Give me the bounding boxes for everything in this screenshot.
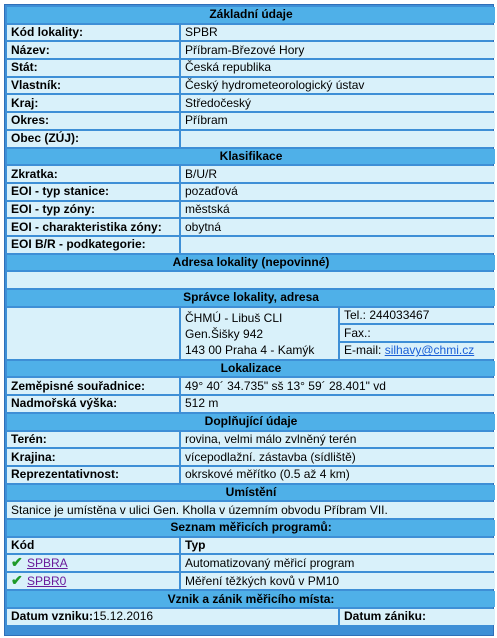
row-landscape [7, 449, 495, 465]
value-municipality [181, 131, 495, 147]
label-created: Datum vzniku: [11, 609, 94, 624]
station-detail-panel [4, 4, 494, 636]
admin-email-label: E-mail: [344, 343, 382, 358]
value-zone-type: městská [181, 202, 495, 218]
value-name: Příbram-Březové Hory [181, 42, 495, 58]
row-station-type [7, 184, 495, 200]
program-code-cell [7, 555, 179, 571]
label-municipality: Obec (ZÚJ): [7, 131, 179, 147]
admin-fax: Fax.: [340, 325, 495, 341]
row-altitude [7, 396, 495, 412]
label-state: Stát: [7, 60, 179, 76]
section-header-basic: Základní údaje [7, 7, 495, 23]
created-cell [7, 609, 338, 625]
row-state [7, 60, 495, 76]
section-header-programs: Seznam měřicích programů: [7, 520, 495, 536]
label-district: Okres: [7, 113, 179, 129]
row-name [7, 42, 495, 58]
value-abbreviation: B/U/R [181, 166, 495, 182]
row-site-code [7, 25, 495, 41]
label-subcategory: EOI B/R - podkategorie: [7, 237, 179, 253]
label-landscape: Krajina: [7, 449, 179, 465]
section-header-origin: Vznik a zánik měřicího místa: [7, 591, 495, 607]
program-code-link-spbr0[interactable]: SPBR0 [27, 574, 67, 589]
program-row [7, 555, 495, 571]
checkmark-icon: ✔ [11, 555, 23, 571]
admin-email-cell [340, 343, 495, 359]
label-abbreviation: Zkratka: [7, 166, 179, 182]
ended-cell [340, 609, 495, 625]
value-station-type: pozaďová [181, 184, 495, 200]
label-ended: Datum zániku: [344, 609, 427, 624]
site-address-value [7, 272, 495, 288]
admin-address [181, 308, 338, 359]
value-region: Středočeský [181, 95, 495, 111]
label-station-type: EOI - typ stanice: [7, 184, 179, 200]
value-representativeness: okrskové měřítko (0.5 až 4 km) [181, 467, 495, 483]
value-altitude: 512 m [181, 396, 495, 412]
column-header-code: Kód [7, 538, 179, 554]
program-type: Měření těžkých kovů v PM10 [181, 573, 495, 589]
program-type: Automatizovaný měřicí program [181, 555, 495, 571]
row-abbreviation [7, 166, 495, 182]
row-municipality [7, 131, 495, 147]
column-header-type: Typ [181, 538, 495, 554]
value-site-code: SPBR [181, 25, 495, 41]
label-zone-type: EOI - typ zóny: [7, 202, 179, 218]
label-zone-character: EOI - charakteristika zóny: [7, 219, 179, 235]
admin-address-line3: 143 00 Praha 4 - Kamýk [185, 342, 315, 357]
row-district [7, 113, 495, 129]
section-header-extra: Doplňující údaje [7, 414, 495, 430]
admin-address-line2: Gen.Šišky 942 [185, 326, 264, 341]
row-subcategory [7, 237, 495, 253]
row-owner [7, 78, 495, 94]
admin-email-link[interactable]: silhavy@chmi.cz [384, 343, 475, 358]
value-coordinates: 49° 40´ 34.735" sš 13° 59´ 28.401" vd [181, 378, 495, 394]
label-representativeness: Reprezentativnost: [7, 467, 179, 483]
section-header-localization: Lokalizace [7, 361, 495, 377]
value-district: Příbram [181, 113, 495, 129]
row-dates [7, 609, 495, 625]
row-zone-character [7, 219, 495, 235]
program-row [7, 573, 495, 589]
label-site-code: Kód lokality: [7, 25, 179, 41]
checkmark-icon: ✔ [11, 573, 23, 589]
placement-text: Stanice je umístěna v ulici Gen. Kholla v územním obvodu Příbram VII. [7, 502, 495, 518]
section-header-classification: Klasifikace [7, 149, 495, 165]
admin-spacer [7, 308, 179, 359]
program-code-link-spbra[interactable]: SPBRA [27, 556, 68, 571]
program-code-cell [7, 573, 179, 589]
section-header-placement: Umístění [7, 485, 495, 501]
admin-address-line1: ČHMÚ - Libuš CLI [185, 310, 283, 325]
section-header-administrator: Správce lokality, adresa [7, 290, 495, 306]
label-owner: Vlastník: [7, 78, 179, 94]
value-terrain: rovina, velmi málo zvlněný terén [181, 432, 495, 448]
station-detail-table [5, 5, 497, 627]
row-zone-type [7, 202, 495, 218]
row-coordinates [7, 378, 495, 394]
row-region [7, 95, 495, 111]
section-header-site-address: Adresa lokality (nepovinné) [7, 255, 495, 271]
value-created: 15.12.2016 [93, 609, 154, 624]
row-representativeness [7, 467, 495, 483]
label-terrain: Terén: [7, 432, 179, 448]
value-zone-character: obytná [181, 219, 495, 235]
label-coordinates: Zeměpisné souřadnice: [7, 378, 179, 394]
label-region: Kraj: [7, 95, 179, 111]
value-landscape: vícepodlažní. zástavba (sídliště) [181, 449, 495, 465]
label-name: Název: [7, 42, 179, 58]
row-admin-tel [7, 308, 495, 324]
row-terrain [7, 432, 495, 448]
label-altitude: Nadmořská výška: [7, 396, 179, 412]
programs-column-headers [7, 538, 495, 554]
admin-tel: Tel.: 244033467 [340, 308, 495, 324]
value-subcategory [181, 237, 495, 253]
value-owner: Český hydrometeorologický ústav [181, 78, 495, 94]
value-state: Česká republika [181, 60, 495, 76]
